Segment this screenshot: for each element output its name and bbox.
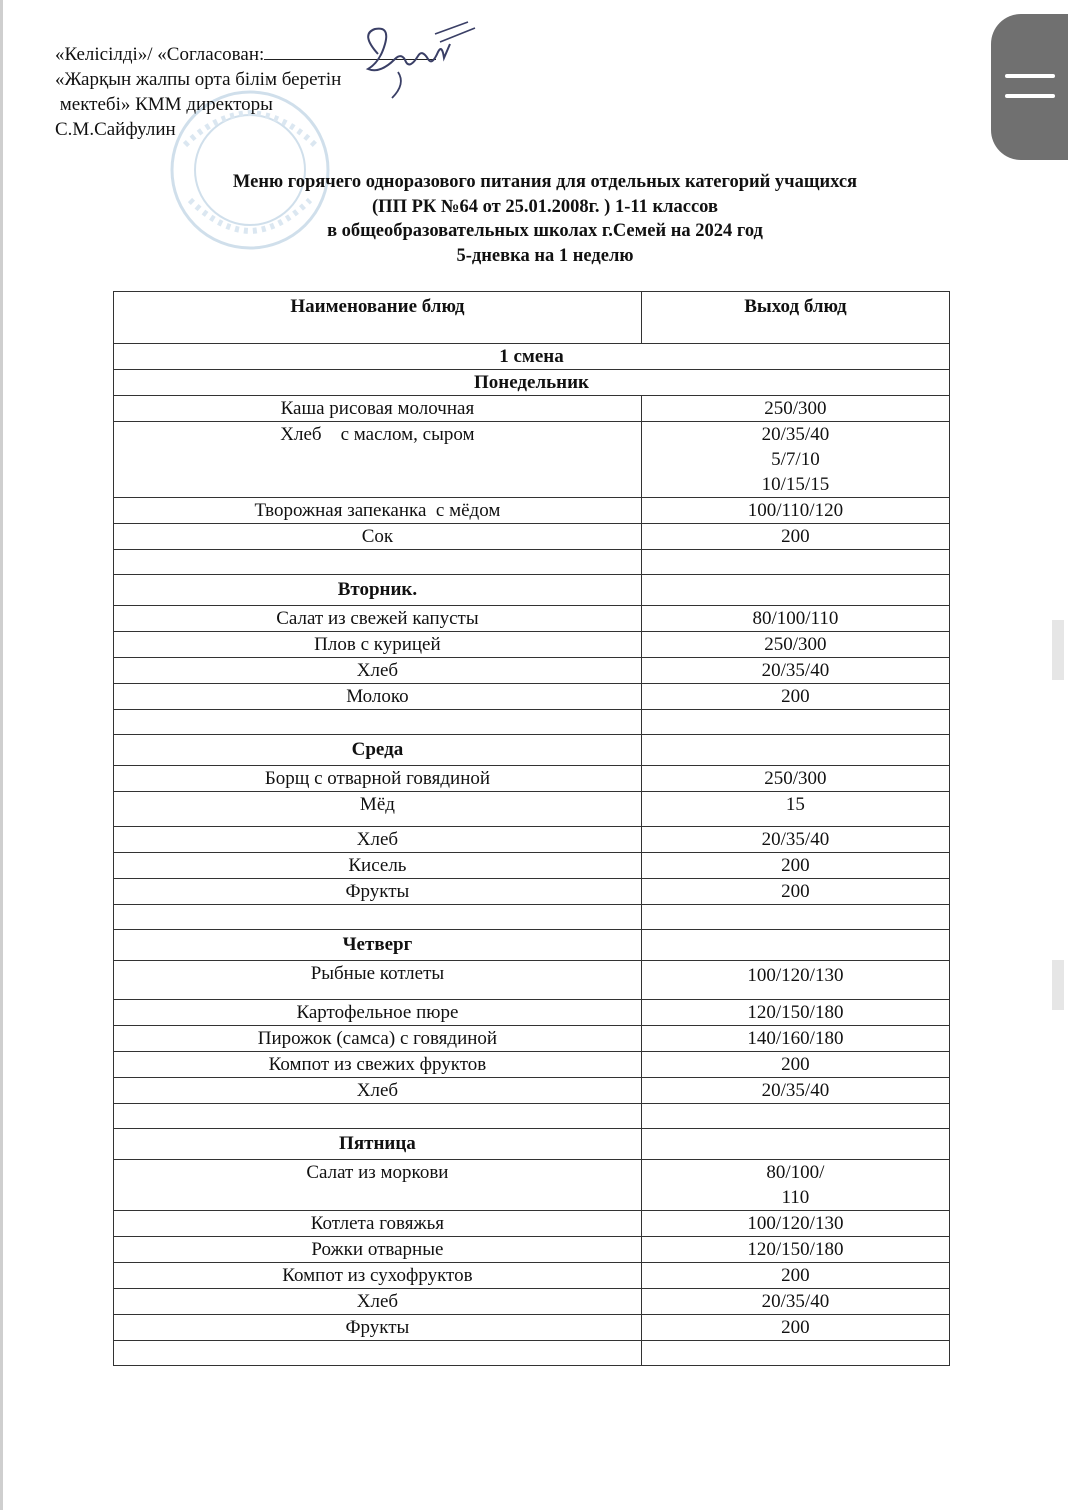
dish-portion: 250/300 <box>641 632 949 658</box>
col-header-dish: Наименование блюд <box>114 292 642 344</box>
table-row <box>114 1289 950 1315</box>
dish-name: Картофельное пюре <box>114 1000 642 1026</box>
dish-name: Сок <box>114 524 642 550</box>
portion-line: 80/100/ <box>766 1162 825 1183</box>
table-row <box>114 766 950 792</box>
table-row <box>114 632 950 658</box>
empty-row <box>114 550 950 575</box>
table-row <box>114 1000 950 1026</box>
dish-name: Борщ с отварной говядиной <box>114 766 642 792</box>
dish-portion: 120/150/180 <box>641 1000 949 1026</box>
day-row-thursday <box>114 930 950 961</box>
dish-portion: 20/35/40 <box>641 658 949 684</box>
table-row <box>114 396 950 422</box>
day-row-friday <box>114 1129 950 1160</box>
portion-line: 5/7/10 <box>771 449 820 470</box>
dish-name: Хлеб <box>114 1289 642 1315</box>
dish-portion: 200 <box>641 1315 949 1341</box>
table-row <box>114 853 950 879</box>
col-header-portion: Выход блюд <box>641 292 949 344</box>
dish-name: Салат из свежей капусты <box>114 606 642 632</box>
dish-portion: 20/35/40 <box>641 1289 949 1315</box>
table-row <box>114 1263 950 1289</box>
scan-artifact <box>1052 620 1064 680</box>
hamburger-menu-button[interactable] <box>991 14 1068 160</box>
day-row-monday <box>114 370 950 396</box>
day-row-wednesday <box>114 735 950 766</box>
signature-icon <box>340 14 480 109</box>
title-line-3: в общеобразовательных школах г.Семей на 2024 год <box>327 221 763 241</box>
dish-name: Хлеб с маслом, сыром <box>114 422 642 498</box>
dish-name: Каша рисовая молочная <box>114 396 642 422</box>
table-row <box>114 1052 950 1078</box>
menu-icon-bar <box>1005 94 1055 98</box>
dish-portion: 200 <box>641 684 949 710</box>
portion-line: 110 <box>781 1187 810 1208</box>
title-line-2: (ПП РК №64 от 25.01.2008г. ) 1-11 классов <box>372 196 718 217</box>
shift-label: 1 смена <box>114 344 950 370</box>
dish-name: Рожки отварные <box>114 1237 642 1263</box>
empty-row <box>114 905 950 930</box>
day-label: Вторник. <box>114 575 642 606</box>
day-row-tuesday <box>114 575 950 606</box>
portion-line: 20/35/40 <box>761 424 830 445</box>
dish-portion: 100/120/130 <box>641 961 949 1000</box>
page-edge-shadow <box>0 0 3 1510</box>
dish-name: Пирожок (самса) с говядиной <box>114 1026 642 1052</box>
empty-row <box>114 1104 950 1129</box>
title-line-4: 5-дневка на 1 неделю <box>456 245 634 266</box>
menu-table <box>113 291 950 1366</box>
title-line-1: Меню горячего одноразового питания для отдельных категорий учащихся <box>232 172 858 192</box>
dish-portion: 200 <box>641 879 949 905</box>
dish-portion: 250/300 <box>641 396 949 422</box>
dish-name: Компот из свежих фруктов <box>114 1052 642 1078</box>
day-label: Пятница <box>114 1129 642 1160</box>
dish-name: Мёд <box>114 792 642 827</box>
shift-row <box>114 344 950 370</box>
table-header-row <box>114 292 950 344</box>
dish-portion: 120/150/180 <box>641 1237 949 1263</box>
day-label: Среда <box>114 735 642 766</box>
dish-name: Кисель <box>114 853 642 879</box>
dish-portion: 200 <box>641 524 949 550</box>
table-row <box>114 961 950 1000</box>
dish-name: Фрукты <box>114 879 642 905</box>
dish-name: Хлеб <box>114 658 642 684</box>
table-row <box>114 879 950 905</box>
dish-portion <box>641 422 949 498</box>
empty-row <box>114 710 950 735</box>
approval-line-2: «Жарқын жалпы орта білім беретін <box>55 69 342 90</box>
dish-portion: 100/120/130 <box>641 1211 949 1237</box>
table-row <box>114 827 950 853</box>
table-row <box>114 1237 950 1263</box>
dish-name: Фрукты <box>114 1315 642 1341</box>
dish-portion: 20/35/40 <box>641 1078 949 1104</box>
dish-portion <box>641 1160 949 1211</box>
table-row <box>114 684 950 710</box>
dish-portion: 15 <box>641 792 949 827</box>
menu-icon-bar <box>1005 74 1055 78</box>
dish-portion: 20/35/40 <box>641 827 949 853</box>
table-row <box>114 1026 950 1052</box>
dish-portion: 200 <box>641 1263 949 1289</box>
table-row <box>114 1315 950 1341</box>
table-row <box>114 1078 950 1104</box>
document-title <box>120 170 970 268</box>
dish-portion: 140/160/180 <box>641 1026 949 1052</box>
dish-portion: 250/300 <box>641 766 949 792</box>
dish-name: Хлеб <box>114 1078 642 1104</box>
empty-row <box>114 1341 950 1366</box>
dish-name: Котлета говяжья <box>114 1211 642 1237</box>
dish-name: Хлеб <box>114 827 642 853</box>
dish-name: Рыбные котлеты <box>114 961 642 1000</box>
dish-portion: 100/110/120 <box>641 498 949 524</box>
table-row <box>114 792 950 827</box>
scan-artifact <box>1052 960 1064 1010</box>
table-row <box>114 498 950 524</box>
approval-line-1: «Келісілді»/ «Согласован: <box>55 42 436 67</box>
dish-name: Плов с курицей <box>114 632 642 658</box>
dish-portion: 80/100/110 <box>641 606 949 632</box>
table-row <box>114 606 950 632</box>
dish-name: Салат из моркови <box>114 1160 642 1211</box>
day-label: Понедельник <box>114 370 950 396</box>
table-row <box>114 1211 950 1237</box>
dish-portion: 200 <box>641 1052 949 1078</box>
portion-line: 10/15/15 <box>761 474 830 495</box>
dish-name: Молоко <box>114 684 642 710</box>
day-label: Четверг <box>114 930 642 961</box>
dish-name: Компот из сухофруктов <box>114 1263 642 1289</box>
dish-portion: 200 <box>641 853 949 879</box>
dish-name: Творожная запеканка с мёдом <box>114 498 642 524</box>
table-row <box>114 422 950 498</box>
table-row <box>114 658 950 684</box>
approval-line-4: С.М.Сайфулин <box>55 119 176 140</box>
table-row <box>114 524 950 550</box>
table-row <box>114 1160 950 1211</box>
approval-line-3: мектебі» КММ директоры <box>55 94 273 115</box>
